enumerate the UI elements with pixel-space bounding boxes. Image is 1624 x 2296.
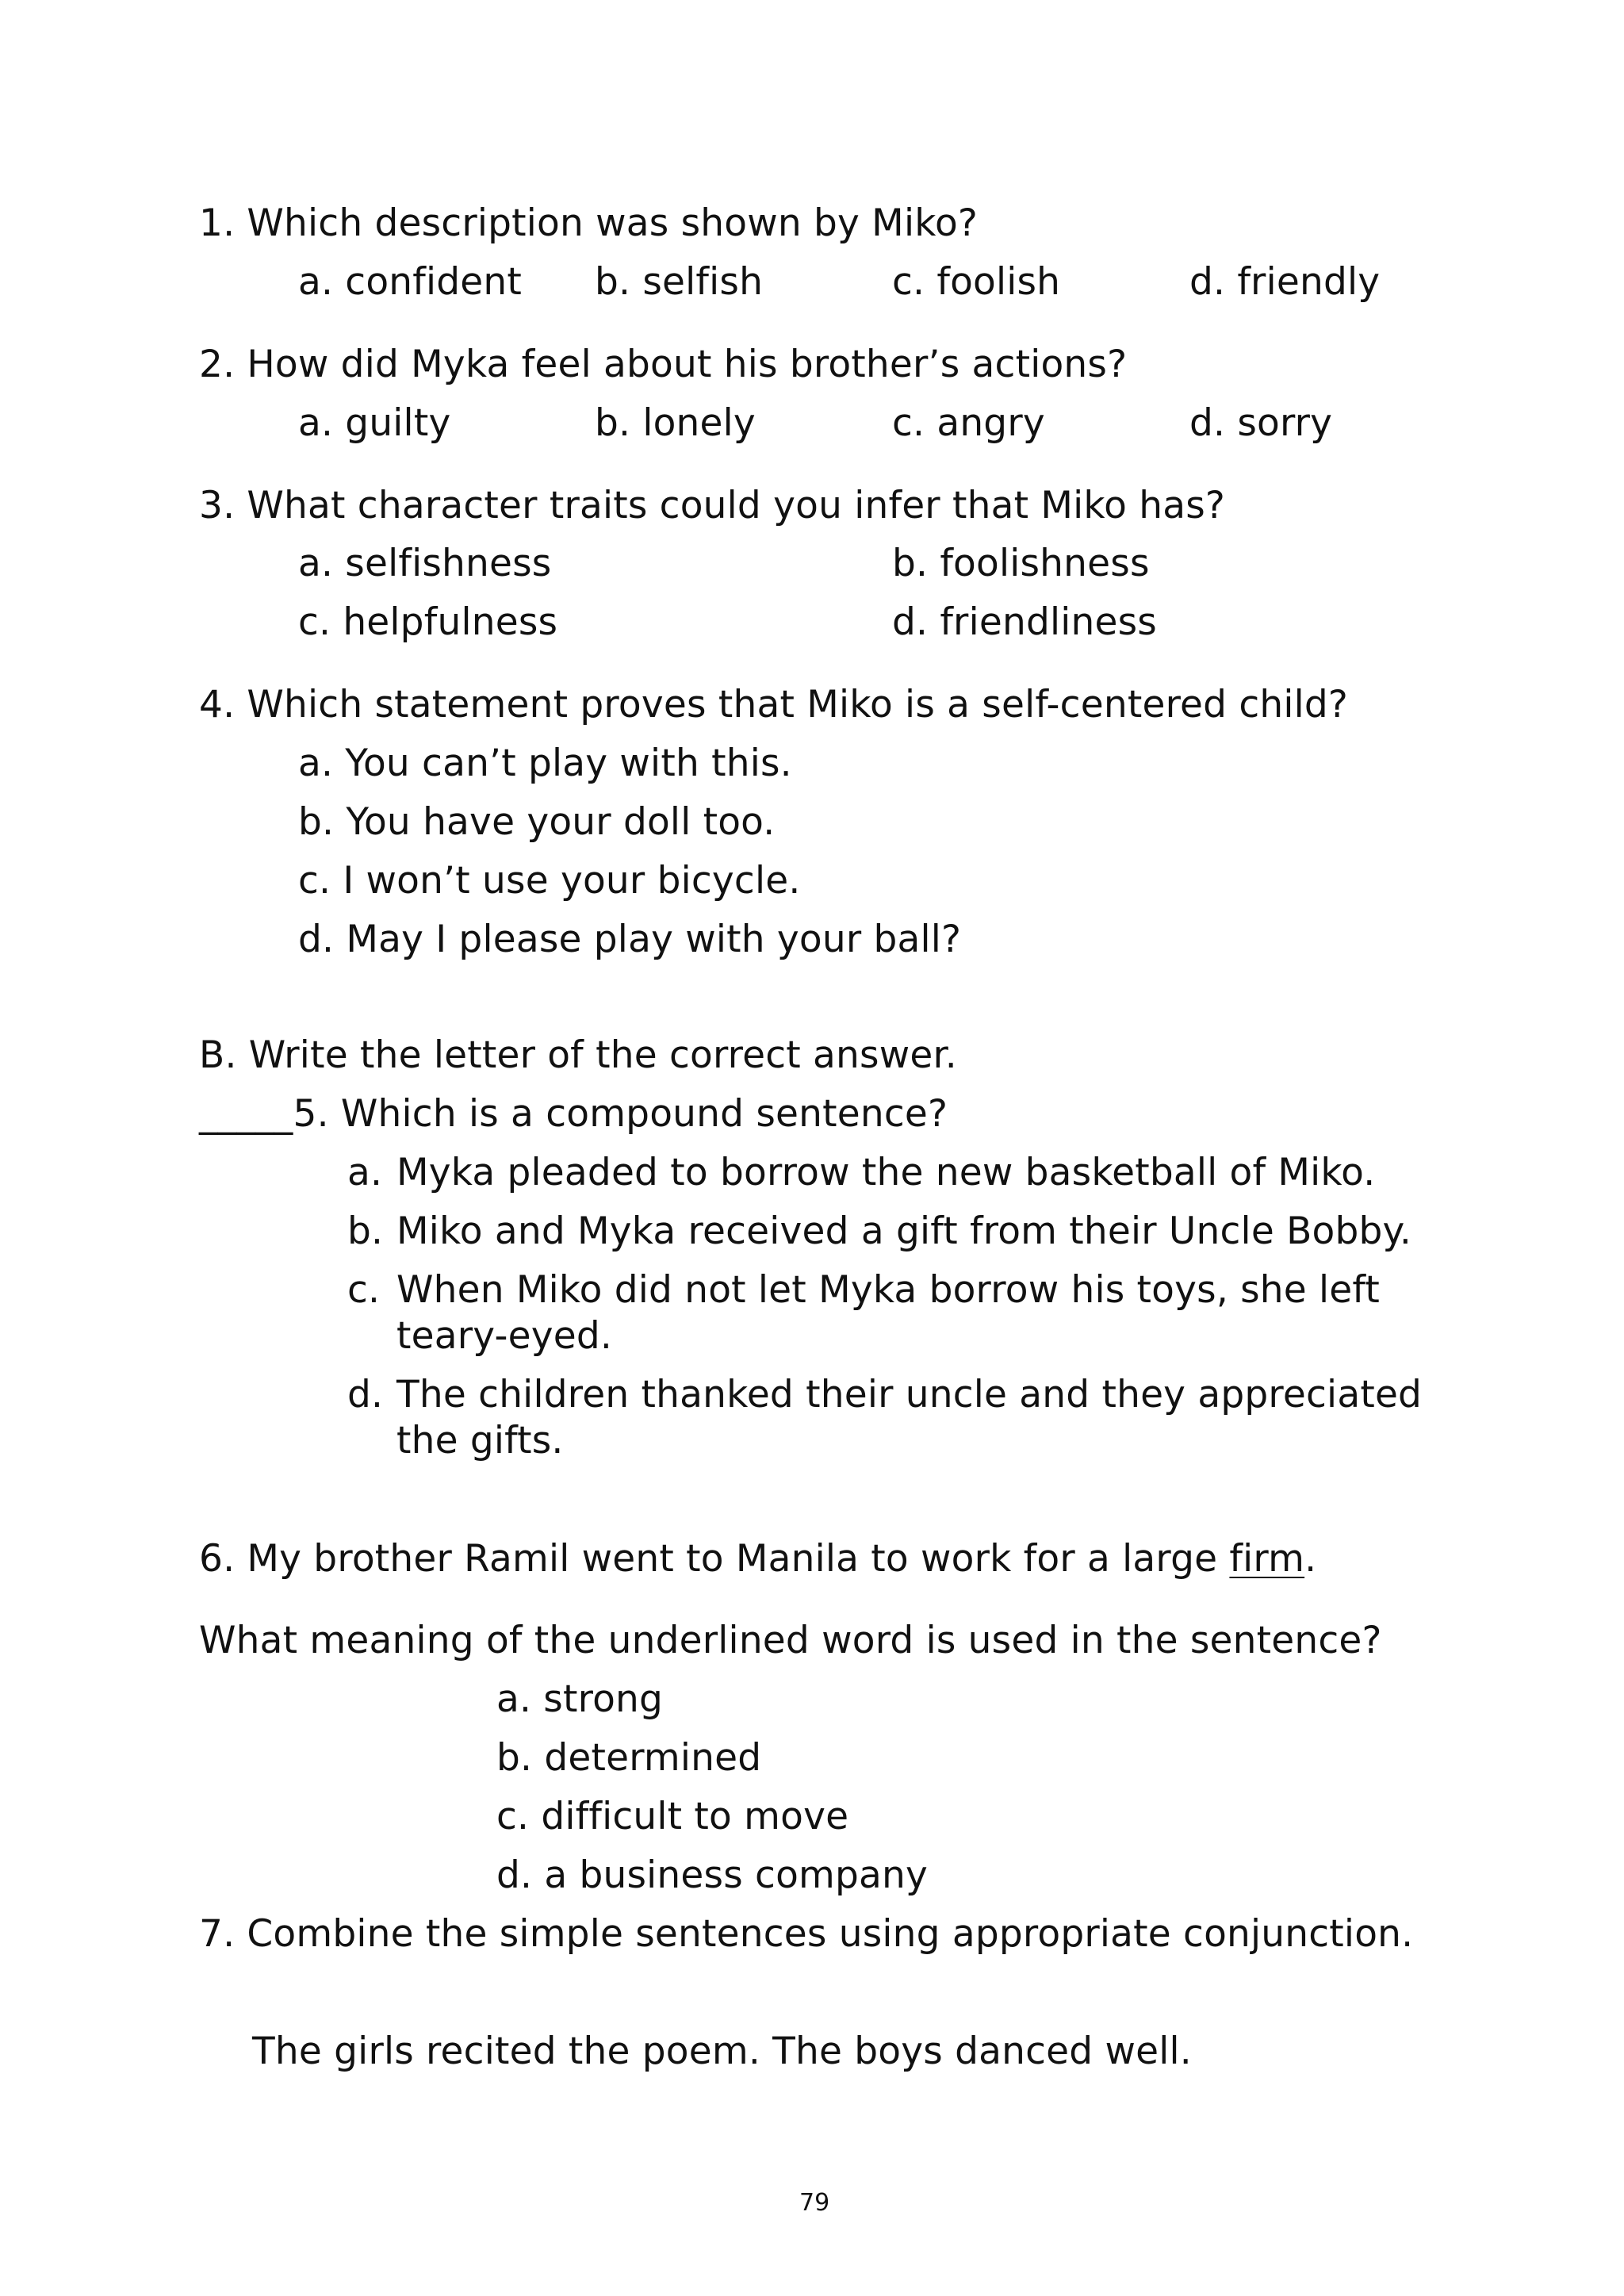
q6-option-d: d. a business company [496, 1853, 929, 1897]
q3-option-d: d. friendliness [892, 600, 1157, 644]
q3-option-b: b. foolishness [892, 542, 1150, 585]
q5-option-d-text-cont: the gifts. [396, 1419, 564, 1462]
page-number: 79 [799, 2189, 830, 2217]
q5-option-d-letter: d. [347, 1373, 384, 1416]
q2-option-c: c. angry [892, 401, 1045, 445]
q3-option-a: a. selfishness [298, 542, 552, 585]
q1-option-c: c. foolish [892, 260, 1061, 304]
q5-option-a-text: Myka pleaded to borrow the new basketball of Miko. [396, 1151, 1376, 1194]
q5-option-c-text-cont: teary-eyed. [396, 1314, 613, 1358]
question-3: 3. What character traits could you infer that Miko has? [199, 484, 1226, 527]
q1-option-a: a. confident [298, 260, 523, 304]
q6-sentence-start: 6. My brother Ramil went to Manila to work for a large [199, 1537, 1230, 1581]
question-1: 1. Which description was shown by Miko? [199, 201, 979, 245]
q2-option-b: b. lonely [595, 401, 756, 445]
question-6-sentence [199, 1537, 1316, 1581]
question-5-text: 5. Which is a compound sentence? [293, 1092, 948, 1136]
q4-option-b: b. You have your doll too. [298, 800, 776, 844]
underlined-word: firm [1229, 1537, 1305, 1581]
q4-option-c: c. I won’t use your bicycle. [298, 859, 801, 903]
question-4: 4. Which statement proves that Miko is a self-centered child? [199, 683, 1349, 726]
q5-option-c-text: When Miko did not let Myka borrow his toys, she left [396, 1268, 1380, 1312]
section-b-instruction: B. Write the letter of the correct answer. [199, 1033, 957, 1077]
q4-option-d: d. May I please play with your ball? [298, 918, 962, 961]
q2-option-a: a. guilty [298, 401, 451, 445]
q6-option-a: a. strong [496, 1677, 664, 1721]
q5-option-b-letter: b. [347, 1209, 384, 1253]
q5-option-b-text: Miko and Myka received a gift from their Uncle Bobby. [396, 1209, 1411, 1253]
q6-sentence-end: . [1304, 1537, 1317, 1581]
answer-blank: _____ [199, 1092, 293, 1136]
q6-option-c: c. difficult to move [496, 1795, 849, 1838]
question-7: 7. Combine the simple sentences using appropriate conjunction. [199, 1912, 1414, 1956]
q4-option-a: a. You can’t play with this. [298, 742, 792, 785]
q3-option-c: c. helpfulness [298, 600, 558, 644]
q2-option-d: d. sorry [1189, 401, 1333, 445]
q5-option-a-letter: a. [347, 1151, 383, 1194]
q7-sentences: The girls recited the poem. The boys danced well. [252, 2030, 1192, 2073]
question-2: 2. How did Myka feel about his brother’s actions? [199, 343, 1128, 386]
q5-option-c-letter: c. [347, 1268, 381, 1312]
q6-option-b: b. determined [496, 1736, 762, 1780]
q1-option-b: b. selfish [595, 260, 764, 304]
question-5 [199, 1092, 948, 1137]
question-6: What meaning of the underlined word is used in the sentence? [199, 1619, 1382, 1662]
q5-option-d-text: The children thanked their uncle and they appreciated [396, 1373, 1423, 1416]
q1-option-d: d. friendly [1189, 260, 1381, 304]
